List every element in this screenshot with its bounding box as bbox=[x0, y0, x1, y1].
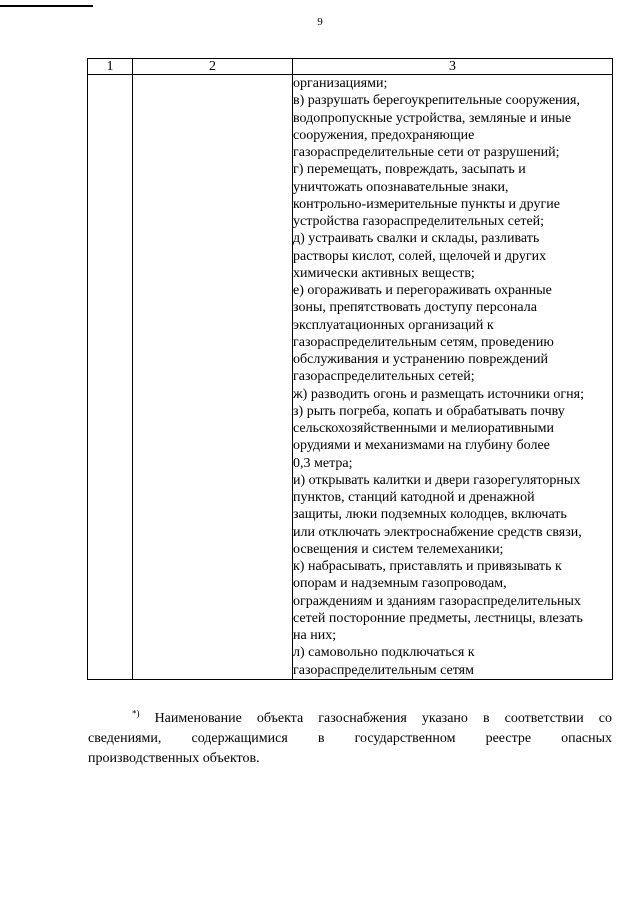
footnote bbox=[88, 709, 612, 769]
text-line: зоны, препятствовать доступу персонала bbox=[293, 300, 537, 316]
page-number: 9 bbox=[317, 16, 323, 28]
text-line: контрольно-измерительные пункты и другие bbox=[293, 196, 560, 212]
top-rule bbox=[0, 5, 93, 7]
text-line: растворы кислот, солей, щелочей и других bbox=[293, 248, 547, 264]
footnote-line-1 bbox=[88, 709, 612, 729]
doc-table bbox=[87, 58, 613, 680]
cell-col-1 bbox=[88, 75, 133, 680]
text-line: к) набрасывать, приставлять и привязывать к bbox=[293, 559, 562, 574]
text-line: газораспределительные сети от разрушений; bbox=[293, 145, 560, 160]
text-line: ограждениям и зданиям газораспределительных bbox=[293, 593, 581, 609]
text-line: или отключать электроснабжение средств связи, bbox=[293, 524, 582, 540]
text-line: эксплуатационных организаций к bbox=[293, 317, 494, 333]
header-col-3: 3 bbox=[293, 59, 613, 75]
text-line: пунктов, станций катодной и дренажной bbox=[293, 490, 535, 505]
text-line: 0,3 метра; bbox=[293, 455, 353, 471]
footnote-line-2: сведениями, содержащимися в государственном реестре опасных bbox=[88, 731, 612, 746]
text-line: уничтожать опознавательные знаки, bbox=[293, 179, 509, 195]
text-line: обслуживания и устранению повреждений bbox=[293, 352, 549, 367]
text-line: газораспределительных сетей; bbox=[293, 369, 475, 385]
text-line: опорам и надземным газопроводам, bbox=[293, 576, 507, 592]
text-line: сетей посторонние предметы, лестницы, влезать bbox=[293, 610, 583, 626]
header-col-1: 1 bbox=[88, 59, 133, 75]
text-line: на них; bbox=[293, 628, 337, 643]
text-line: химически активных веществ; bbox=[293, 265, 475, 281]
footnote-marker: *) bbox=[132, 708, 140, 719]
text-line: газораспределительным сетям, проведению bbox=[293, 334, 554, 350]
text-line: и) открывать калитки и двери газорегуляторных bbox=[293, 472, 581, 488]
text-line: газораспределительным сетям bbox=[293, 662, 474, 678]
text-line: защиты, люки подземных колодцев, включать bbox=[293, 507, 567, 523]
footnote-text-1: Наименование объекта газоснабжения указано в соответствии со bbox=[154, 711, 612, 726]
text-line: орудиями и механизмами на глубину более bbox=[293, 438, 550, 454]
text-line: сельскохозяйственными и мелиоративными bbox=[293, 421, 555, 436]
text-line: устройства газораспределительных сетей; bbox=[293, 214, 545, 229]
text-line: д) устраивать свалки и склады, разливать bbox=[293, 231, 540, 247]
footnote-line-3: производственных объектов. bbox=[88, 751, 260, 766]
text-line: з) рыть погреба, копать и обрабатывать почву bbox=[293, 403, 565, 419]
text-line: организациями; bbox=[293, 76, 388, 91]
table-header-row bbox=[88, 59, 613, 75]
text-line: л) самовольно подключаться к bbox=[293, 645, 475, 661]
text-line: освещения и систем телемеханики; bbox=[293, 541, 504, 557]
header-col-2: 2 bbox=[133, 59, 293, 75]
cell-col-3 bbox=[293, 75, 613, 680]
text-line: в) разрушать берегоукрепительные сооружения, bbox=[293, 93, 580, 109]
text-line: водопропускные устройства, земляные и иные bbox=[293, 110, 572, 126]
text-line: г) перемещать, повреждать, засыпать и bbox=[293, 162, 526, 178]
text-line: сооружения, предохраняющие bbox=[293, 127, 475, 143]
cell-col-2 bbox=[133, 75, 293, 680]
text-line: ж) разводить огонь и размещать источники огня; bbox=[293, 386, 584, 402]
text-line: е) огораживать и перегораживать охранные bbox=[293, 283, 552, 298]
table-row bbox=[88, 75, 613, 680]
